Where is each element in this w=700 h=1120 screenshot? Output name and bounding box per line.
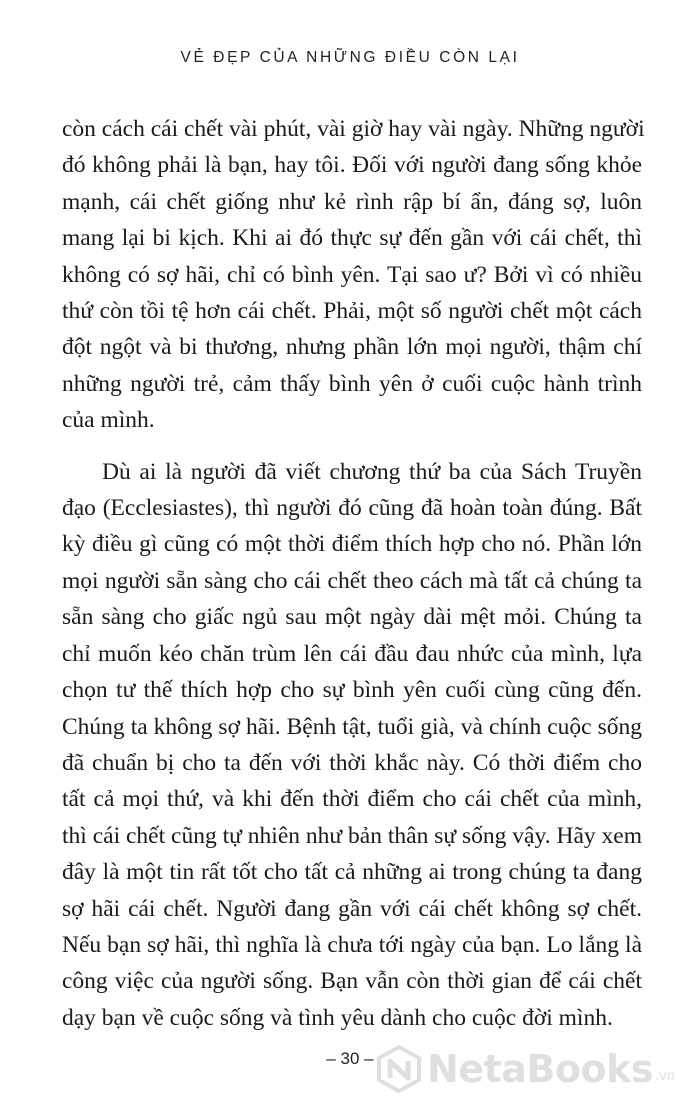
text-line: đạo (Ecclesiastes), thì người đó cũng đã hoàn toàn đúng. Bất [62,495,642,522]
watermark-brand: NetaBooks [427,1047,653,1091]
text-line: Chúng ta không sợ hãi. Bệnh tật, tuổi già, và chính cuộc sống [62,713,642,740]
text-line: Dù ai là người đã viết chương thứ ba của Sách Truyền [102,458,642,485]
text-line: thì cái chết cũng tự nhiên như bản thân sự sống vậy. Hãy xem [62,822,642,849]
text-line: còn cách cái chết vài phút, vài giờ hay vài ngày. Những người [62,116,645,142]
text-line: kỳ điều gì cũng có một thời điểm thích hợp cho nó. Phần lớn [62,531,642,558]
text-line: không có sợ hãi, chỉ có bình yên. Tại sao ư? Bởi vì có nhiều [62,261,642,288]
text-line: thứ còn tồi tệ hơn cái chết. Phải, một số người chết một cách [62,298,642,325]
text-line: Nếu bạn sợ hãi, thì nghĩa là chưa tới ngày của bạn. Lo lắng là [62,931,642,958]
text-line: chỉ muốn kéo chăn trùm lên cái đầu đau nhức của mình, lựa [62,640,642,667]
text-line: dạy bạn về cuộc sống và tình yêu dành cho cuộc đời mình. [62,1004,613,1031]
text-line: tất cả mọi thứ, và khi đến thời điểm cho cái chết của mình, [62,786,642,813]
text-line: của mình. [62,407,155,434]
watermark-suffix: .vn [654,1068,676,1084]
text-line: sẵn sàng cho giấc ngủ sau một ngày dài mệt mỏi. Chúng ta [62,604,642,631]
text-line: công việc của người sống. Bạn vẫn còn thời gian để cái chết [62,968,642,995]
text-line: mang lại bi kịch. Khi ai đó thực sự đến gần với cái chết, thì [62,225,642,252]
page-number: – 30 – [326,1049,374,1068]
text-line: mạnh, cái chết giống như kẻ rình rập bí ẩn, đáng sợ, luôn [62,188,642,215]
text-line: những người trẻ, cảm thấy bình yên ở cuối cuộc hành trình [62,370,642,397]
text-line: mọi người sẵn sàng cho cái chết theo cách mà tất cả chúng ta [62,567,642,594]
text-line: đột ngột và bi thương, nhưng phần lớn mọi người, thậm chí [62,334,642,361]
paragraph-1 [62,111,645,439]
text-line: đây là một tin rất tốt cho tất cả những ai trong chúng ta đang [62,859,642,886]
text-line: đó không phải là bạn, hay tôi. Đối với người đang sống khỏe [62,152,642,179]
text-line: đã chuẩn bị cho ta đến với thời khắc này. Có thời điểm cho [62,749,642,776]
watermark [375,1044,675,1094]
text-line: chọn tư thế thích hợp cho sự bình yên cuối cùng cũng đến. [62,677,642,704]
text-line: sợ hãi cái chết. Người đang gần với cái chết không sợ chết. [62,895,642,922]
paragraph-2 [62,454,642,1037]
body-text [62,111,645,1036]
netabooks-logo-icon [375,1045,423,1093]
running-header: VẺ ĐẸP CỦA NHỮNG ĐIỀU CÒN LẠI [180,49,520,66]
